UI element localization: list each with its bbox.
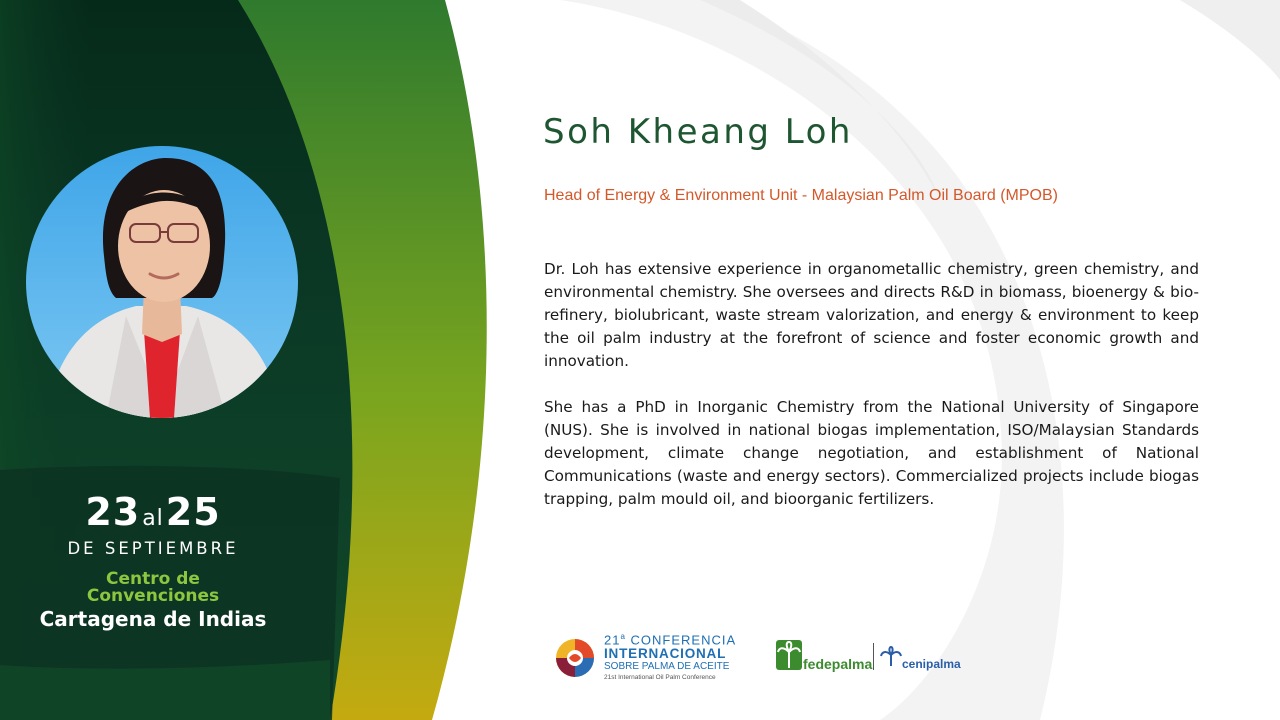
speaker-role: Head of Energy & Environment Unit - Malaysian Palm Oil Board (MPOB): [544, 187, 1058, 204]
day-end: 25: [165, 490, 221, 534]
fedepalma-text: fedepalma: [803, 656, 873, 672]
day-connector: al: [142, 506, 164, 531]
bio-paragraph: Dr. Loh has extensive experience in organometallic chemistry, green chemistry, and environmental chemistry. She oversees and directs R&D in biomass, bioenergy & bio-refinery, biolubricant, waste stream valorization, and energy & environment to keep the oil palm industry at the forefront of science and foster economic growth and innovation.: [544, 260, 1199, 370]
conference-line-1: 21$^a$ CONFERENCIA: [604, 632, 737, 648]
venue-line-2: Convenciones: [86, 586, 220, 606]
day-start: 23: [85, 490, 141, 534]
conference-logo-icon: [555, 638, 595, 678]
event-month: DE SEPTIEMBRE: [67, 539, 239, 558]
conference-line-4: 21st International Oil Palm Conference: [604, 674, 716, 682]
conference-line-2: INTERNACIONAL: [604, 646, 727, 662]
logo-divider: [873, 643, 874, 670]
fedepalma-logo: [775, 638, 873, 672]
speaker-portrait: [26, 146, 298, 418]
event-info: [18, 490, 288, 631]
conference-line-3: SOBRE PALMA DE ACEITE: [604, 661, 730, 673]
speaker-name: Soh Kheang Loh: [543, 112, 853, 152]
venue-line-1: Centro de: [106, 569, 200, 589]
bio-paragraph: She has a PhD in Inorganic Chemistry from the National University of Singapore (NUS). She is involved in national biogas implementation, ISO/Malaysian Standards development, climate change negotiation, and establishment of National Communications (waste and energy sectors). Commercialized projects include biogas trapping, palm mould oil, and bioorganic fertilizers.: [544, 398, 1199, 508]
speaker-bio: [544, 258, 1199, 534]
cenipalma-text: cenipalma: [902, 657, 961, 671]
conference-logo: [555, 630, 745, 682]
cenipalma-icon: [880, 646, 902, 668]
fedepalma-palm-icon: [775, 638, 803, 672]
event-city: Cartagena de Indias: [39, 607, 267, 631]
event-dates: [18, 490, 288, 541]
